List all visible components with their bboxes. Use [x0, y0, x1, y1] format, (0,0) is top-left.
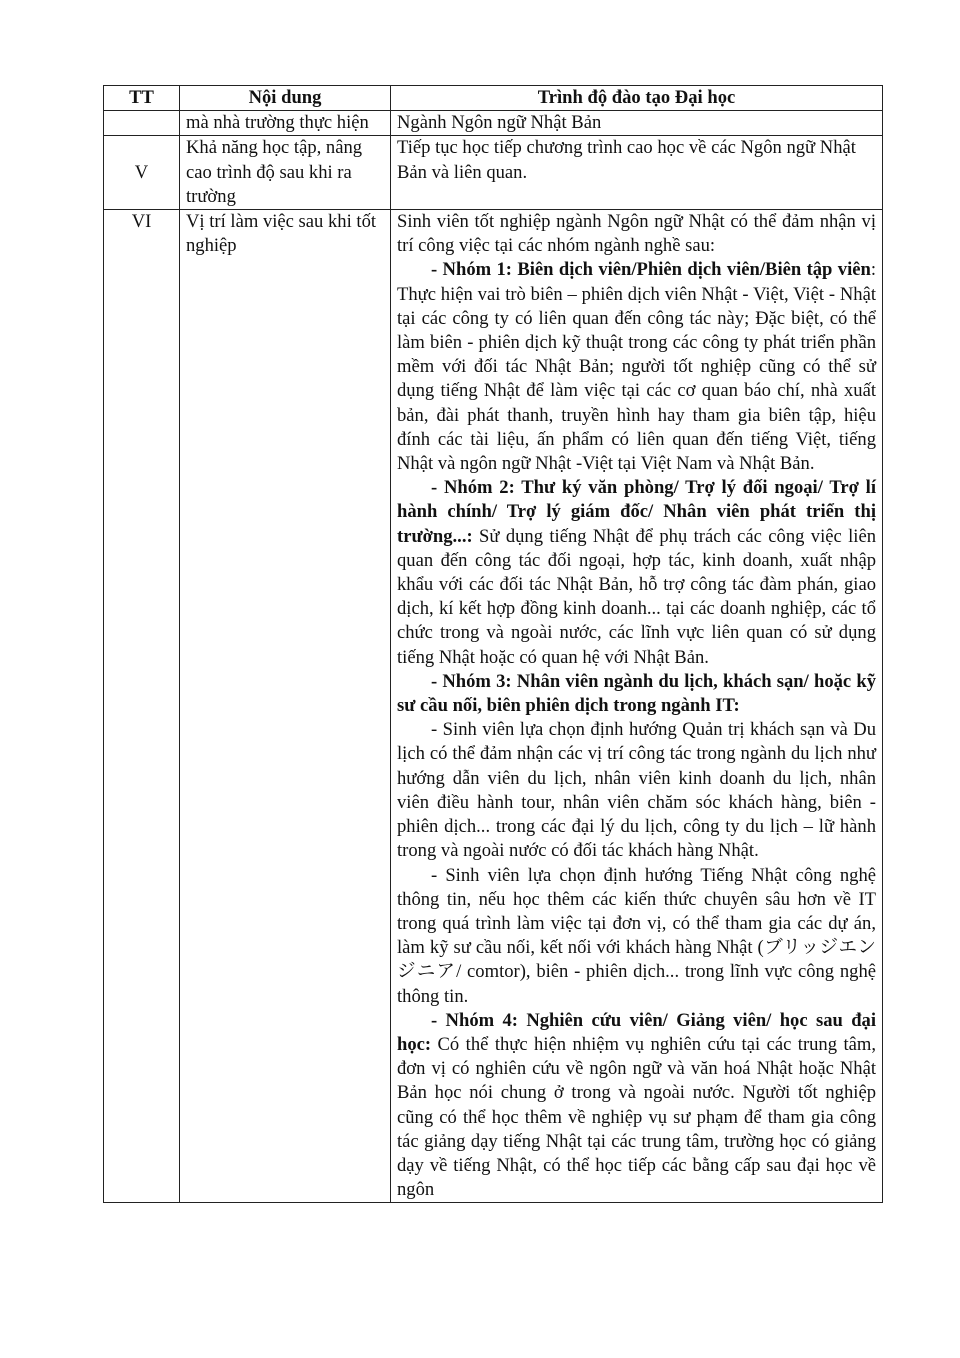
- group-3-option-a: - Sinh viên lựa chọn định hướng Quản trị khách sạn và Du lịch có thể đảm nhận các vị trí công tác trong ngành du lịch như hướng dẫn viên du lịch, nhân viên kinh doanh du lịch, nhân viên điều hành tour, nhân viên chăm sóc khách hàng, biên - phiên dịch... trong các đại lý du lịch, công ty du lịch – lữ hành trong và ngoài nước có đối tác khách hàng Nhật.: [397, 719, 876, 862]
- table-row: [104, 111, 883, 136]
- row-content: Vị trí làm việc sau khi tốt nghiệp: [180, 210, 391, 1203]
- group-3-option-b: - Sinh viên lựa chọn định hướng Tiếng Nhật công nghệ thông tin, nếu học thêm các kiến thức chuyên sâu hơn về IT trong quá trình làm việc tại đơn vị, có thể tham gia các dự án, làm kỹ sư cầu nối, kết nối với khách hàng Nhật (ブリッジエンジニア/ comtor), biên - phiên dịch... trong lĩnh vực công nghệ thông tin.: [397, 864, 876, 1007]
- group-2: [397, 476, 876, 670]
- row-number: [104, 111, 180, 136]
- group-1-text: : Thực hiện vai trò biên – phiên dịch viên Nhật - Việt, Việt - Nhật tại các công ty có liên quan đến công tác này; Đặc biệt, có thể làm biên - phiên dịch kỹ thuật trong các công ty phát triển phần mềm với đối tác Nhật Bản; người tốt nghiệp cũng có thể sử dụng tiếng Nhật để làm việc tại các cơ quan báo chí, nhà xuất bản, đài phát thanh, truyền hình hay tham gia biên tập, hiệu đính các tài liệu, ấn phẩm có liên quan đến tiếng Việt, tiếng Nhật và ngôn ngữ Nhật -Việt tại Việt Nam và Nhật Bản.: [397, 259, 876, 475]
- row-number: V: [104, 136, 180, 210]
- table-header-row: [104, 86, 883, 111]
- group-4-text: Có thể thực hiện nhiệm vụ nghiên cứu tại các trung tâm, đơn vị có nghiên cứu về ngôn ngữ và văn hoá Nhật hoặc Nhật Bản học nói chung ở trong và ngoài nước. Người tốt nghiệp cũng có thể học thêm về nghiệp vụ sư phạm để tham gia công tác giảng dạy tiếng Nhật tại các trung tâm, trường học có giảng dạy về tiếng Nhật, có thể học tiếp các bằng cấp sau đại học về ngôn: [397, 1033, 876, 1201]
- group-3-title: - Nhóm 3: Nhân viên ngành du lịch, khách sạn/ hoặc kỹ sư cầu nối, biên phiên dịch trong ngành IT:: [397, 670, 876, 717]
- header-content: Nội dung: [180, 86, 391, 111]
- group-4: [397, 1009, 876, 1203]
- row-level: Ngành Ngôn ngữ Nhật Bản: [391, 111, 883, 136]
- row-content: Khả năng học tập, nâng cao trình độ sau khi ra trường: [180, 136, 391, 210]
- header-tt: TT: [104, 86, 180, 111]
- header-level: Trình độ đào tạo Đại học: [391, 86, 883, 111]
- row-content: mà nhà trường thực hiện: [180, 111, 391, 136]
- table-row: [104, 136, 883, 210]
- group-1-title: - Nhóm 1: Biên dịch viên/Phiên dịch viên/Biên tập viên: [431, 259, 871, 281]
- group-3: [397, 670, 876, 718]
- row-number: VI: [104, 210, 180, 1203]
- group-1: [397, 258, 876, 476]
- group-2-title: - Nhóm 2: Thư ký văn phòng/ Trợ lý đối ngoại/ Trợ lí hành chính/ Trợ lý giám đốc/ Nhân viên phát triển thị trường...:: [397, 477, 876, 547]
- row-level: [391, 210, 883, 1203]
- group-4-title: - Nhóm 4: Nghiên cứu viên/ Giảng viên/ học sau đại học:: [397, 1009, 876, 1055]
- program-info-table: [103, 85, 883, 1203]
- table-row: [104, 210, 883, 1203]
- group-2-text: Sử dụng tiếng Nhật để phụ trách các công việc liên quan đến công tác đối ngoại, hợp tác, kinh doanh, xuất nhập khẩu với các đối tác Nhật Bản, hỗ trợ công tác đàm phán, giao dịch, kí kết hợp đồng kinh doanh... tại các doanh nghiệp, các tổ chức trong và ngoài nước, các lĩnh vực liên quan có sử dụng tiếng Nhật hoặc có quan hệ với Nhật Bản.: [397, 525, 876, 668]
- row-level: Tiếp tục học tiếp chương trình cao học về các Ngôn ngữ Nhật Bản và liên quan.: [391, 136, 883, 210]
- intro-text: Sinh viên tốt nghiệp ngành Ngôn ngữ Nhật có thể đảm nhận vị trí công việc tại các nhóm ngành nghề sau:: [397, 211, 876, 257]
